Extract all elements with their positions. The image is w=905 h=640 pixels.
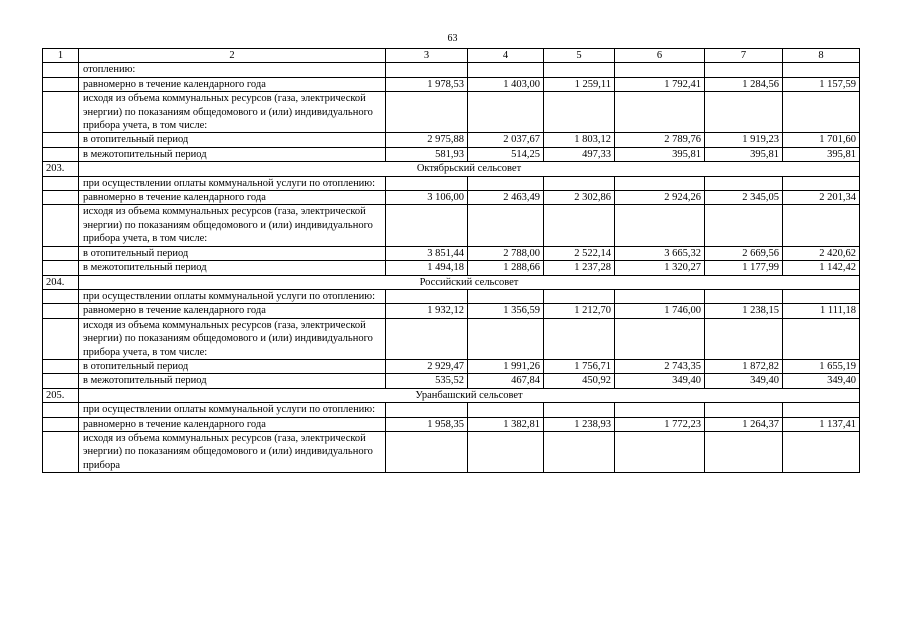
value-cell — [783, 403, 860, 417]
value-cell: 1 655,19 — [783, 359, 860, 373]
description-row — [43, 318, 860, 359]
value-cell: 1 320,27 — [615, 261, 705, 275]
value-cell — [544, 205, 615, 246]
value-cell: 1 177,99 — [705, 261, 783, 275]
value-cell: 1 746,00 — [615, 304, 705, 318]
description-row — [43, 176, 860, 190]
value-cell: 1 792,41 — [615, 77, 705, 91]
value-cell: 1 111,18 — [783, 304, 860, 318]
row-number-cell — [43, 304, 79, 318]
table-row — [43, 191, 860, 205]
value-cell: 1 142,42 — [783, 261, 860, 275]
value-cell — [544, 92, 615, 133]
column-number: 7 — [705, 49, 783, 63]
section-title: Уранбашский сельсовет — [79, 388, 860, 402]
value-cell — [386, 403, 468, 417]
value-cell: 1 259,11 — [544, 77, 615, 91]
value-cell: 1 157,59 — [783, 77, 860, 91]
description-row — [43, 63, 860, 77]
value-cell — [783, 318, 860, 359]
row-description: равномерно в течение календарного года — [79, 417, 386, 431]
value-cell — [544, 431, 615, 472]
value-cell: 1 701,60 — [783, 133, 860, 147]
value-cell — [783, 205, 860, 246]
value-cell: 497,33 — [544, 147, 615, 161]
value-cell: 450,92 — [544, 374, 615, 388]
row-number-cell — [43, 374, 79, 388]
value-cell: 1 958,35 — [386, 417, 468, 431]
value-cell — [386, 92, 468, 133]
value-cell — [615, 205, 705, 246]
column-number: 6 — [615, 49, 705, 63]
description-row — [43, 403, 860, 417]
value-cell: 1 756,71 — [544, 359, 615, 373]
value-cell: 1 212,70 — [544, 304, 615, 318]
row-number-cell — [43, 431, 79, 472]
page-number: 63 — [447, 33, 458, 44]
table-row — [43, 147, 860, 161]
value-cell: 581,93 — [386, 147, 468, 161]
row-number-cell — [43, 403, 79, 417]
value-cell: 1 494,18 — [386, 261, 468, 275]
value-cell — [783, 289, 860, 303]
row-number-cell — [43, 77, 79, 91]
row-description: при осуществлении оплаты коммунальной услуги по отоплению: — [79, 403, 386, 417]
table-row — [43, 133, 860, 147]
section-number: 204. — [43, 275, 79, 289]
value-cell: 3 851,44 — [386, 246, 468, 260]
value-cell — [705, 63, 783, 77]
row-description: в межотопительный период — [79, 147, 386, 161]
value-cell: 1 284,56 — [705, 77, 783, 91]
value-cell — [386, 318, 468, 359]
value-cell: 1 288,66 — [468, 261, 544, 275]
value-cell: 395,81 — [615, 147, 705, 161]
value-cell: 3 106,00 — [386, 191, 468, 205]
value-cell: 349,40 — [705, 374, 783, 388]
value-cell: 1 356,59 — [468, 304, 544, 318]
value-cell: 2 302,86 — [544, 191, 615, 205]
value-cell — [615, 403, 705, 417]
column-number: 5 — [544, 49, 615, 63]
value-cell: 1 238,93 — [544, 417, 615, 431]
row-number-cell — [43, 133, 79, 147]
row-description: в отопительный период — [79, 246, 386, 260]
column-number: 4 — [468, 49, 544, 63]
value-cell: 2 201,34 — [783, 191, 860, 205]
row-number-cell — [43, 205, 79, 246]
value-cell — [705, 92, 783, 133]
description-row — [43, 431, 860, 472]
row-number-cell — [43, 191, 79, 205]
value-cell — [615, 318, 705, 359]
value-cell: 2 929,47 — [386, 359, 468, 373]
table-row — [43, 261, 860, 275]
value-cell — [783, 63, 860, 77]
value-cell — [468, 176, 544, 190]
value-cell: 395,81 — [705, 147, 783, 161]
value-cell — [544, 318, 615, 359]
value-cell — [468, 403, 544, 417]
row-number-cell — [43, 359, 79, 373]
row-description: исходя из объема коммунальных ресурсов (газа, электрической энергии) по показаниям общедомового и (или) индивидуального прибора — [79, 431, 386, 472]
value-cell — [544, 63, 615, 77]
value-cell — [705, 318, 783, 359]
value-cell: 2 420,62 — [783, 246, 860, 260]
value-cell — [705, 205, 783, 246]
value-cell: 349,40 — [783, 374, 860, 388]
value-cell — [544, 403, 615, 417]
value-cell — [468, 289, 544, 303]
value-cell: 2 037,67 — [468, 133, 544, 147]
value-cell: 2 975,88 — [386, 133, 468, 147]
table-row — [43, 359, 860, 373]
value-cell: 3 665,32 — [615, 246, 705, 260]
row-description: при осуществлении оплаты коммунальной услуги по отоплению: — [79, 176, 386, 190]
value-cell: 1 872,82 — [705, 359, 783, 373]
row-description: исходя из объема коммунальных ресурсов (газа, электрической энергии) по показаниям общедомового и (или) индивидуального прибора учета, в том числе: — [79, 92, 386, 133]
value-cell: 467,84 — [468, 374, 544, 388]
value-cell — [386, 289, 468, 303]
value-cell: 1 137,41 — [783, 417, 860, 431]
description-row — [43, 205, 860, 246]
value-cell: 2 743,35 — [615, 359, 705, 373]
row-number-cell — [43, 261, 79, 275]
section-title: Октябрьский сельсовет — [79, 162, 860, 176]
table-row — [43, 246, 860, 260]
table-row — [43, 304, 860, 318]
column-number: 2 — [79, 49, 386, 63]
value-cell: 1 238,15 — [705, 304, 783, 318]
section-row — [43, 162, 860, 176]
value-cell — [468, 205, 544, 246]
row-number-cell — [43, 246, 79, 260]
description-row — [43, 289, 860, 303]
value-cell — [615, 63, 705, 77]
row-description: в отопительный период — [79, 133, 386, 147]
row-description: равномерно в течение календарного года — [79, 191, 386, 205]
row-number-cell — [43, 318, 79, 359]
column-number: 1 — [43, 49, 79, 63]
value-cell — [705, 403, 783, 417]
value-cell: 2 345,05 — [705, 191, 783, 205]
value-cell — [783, 92, 860, 133]
section-title: Российский сельсовет — [79, 275, 860, 289]
section-row — [43, 275, 860, 289]
row-description: равномерно в течение календарного года — [79, 304, 386, 318]
value-cell: 2 522,14 — [544, 246, 615, 260]
row-description: исходя из объема коммунальных ресурсов (газа, электрической энергии) по показаниям общедомового и (или) индивидуального прибора учета, в том числе: — [79, 205, 386, 246]
row-number-cell — [43, 176, 79, 190]
value-cell: 2 669,56 — [705, 246, 783, 260]
value-cell: 1 803,12 — [544, 133, 615, 147]
value-cell: 1 991,26 — [468, 359, 544, 373]
value-cell — [615, 289, 705, 303]
value-cell — [783, 431, 860, 472]
row-description: при осуществлении оплаты коммунальной услуги по отоплению: — [79, 289, 386, 303]
value-cell: 1 772,23 — [615, 417, 705, 431]
section-number: 205. — [43, 388, 79, 402]
value-cell — [615, 176, 705, 190]
row-number-cell — [43, 417, 79, 431]
row-number-cell — [43, 147, 79, 161]
column-number: 3 — [386, 49, 468, 63]
value-cell — [386, 431, 468, 472]
column-number-row — [43, 49, 860, 63]
value-cell — [544, 176, 615, 190]
table-body — [43, 49, 860, 473]
row-number-cell — [43, 63, 79, 77]
value-cell — [705, 176, 783, 190]
value-cell: 1 237,28 — [544, 261, 615, 275]
value-cell: 2 924,26 — [615, 191, 705, 205]
row-description: в межотопительный период — [79, 374, 386, 388]
description-row — [43, 92, 860, 133]
row-description: равномерно в течение календарного года — [79, 77, 386, 91]
value-cell: 1 264,37 — [705, 417, 783, 431]
value-cell — [615, 92, 705, 133]
value-cell — [386, 205, 468, 246]
table-row — [43, 77, 860, 91]
row-description: отоплению: — [79, 63, 386, 77]
value-cell — [468, 431, 544, 472]
value-cell: 1 382,81 — [468, 417, 544, 431]
section-row — [43, 388, 860, 402]
value-cell: 2 463,49 — [468, 191, 544, 205]
row-description: в межотопительный период — [79, 261, 386, 275]
value-cell: 395,81 — [783, 147, 860, 161]
value-cell — [386, 176, 468, 190]
value-cell — [386, 63, 468, 77]
value-cell — [468, 63, 544, 77]
value-cell — [615, 431, 705, 472]
value-cell: 1 978,53 — [386, 77, 468, 91]
value-cell — [783, 176, 860, 190]
value-cell: 1 932,12 — [386, 304, 468, 318]
section-number: 203. — [43, 162, 79, 176]
value-cell — [468, 318, 544, 359]
row-number-cell — [43, 92, 79, 133]
value-cell — [468, 92, 544, 133]
value-cell: 2 788,00 — [468, 246, 544, 260]
value-cell: 1 403,00 — [468, 77, 544, 91]
table-row — [43, 374, 860, 388]
value-cell: 2 789,76 — [615, 133, 705, 147]
value-cell — [705, 431, 783, 472]
value-cell: 1 919,23 — [705, 133, 783, 147]
value-cell: 535,52 — [386, 374, 468, 388]
table-row — [43, 417, 860, 431]
column-number: 8 — [783, 49, 860, 63]
value-cell — [544, 289, 615, 303]
row-description: исходя из объема коммунальных ресурсов (газа, электрической энергии) по показаниям общедомового и (или) индивидуального прибора учета, в том числе: — [79, 318, 386, 359]
row-description: в отопительный период — [79, 359, 386, 373]
value-cell: 514,25 — [468, 147, 544, 161]
value-cell — [705, 289, 783, 303]
tariff-table — [42, 48, 860, 473]
row-number-cell — [43, 289, 79, 303]
value-cell: 349,40 — [615, 374, 705, 388]
